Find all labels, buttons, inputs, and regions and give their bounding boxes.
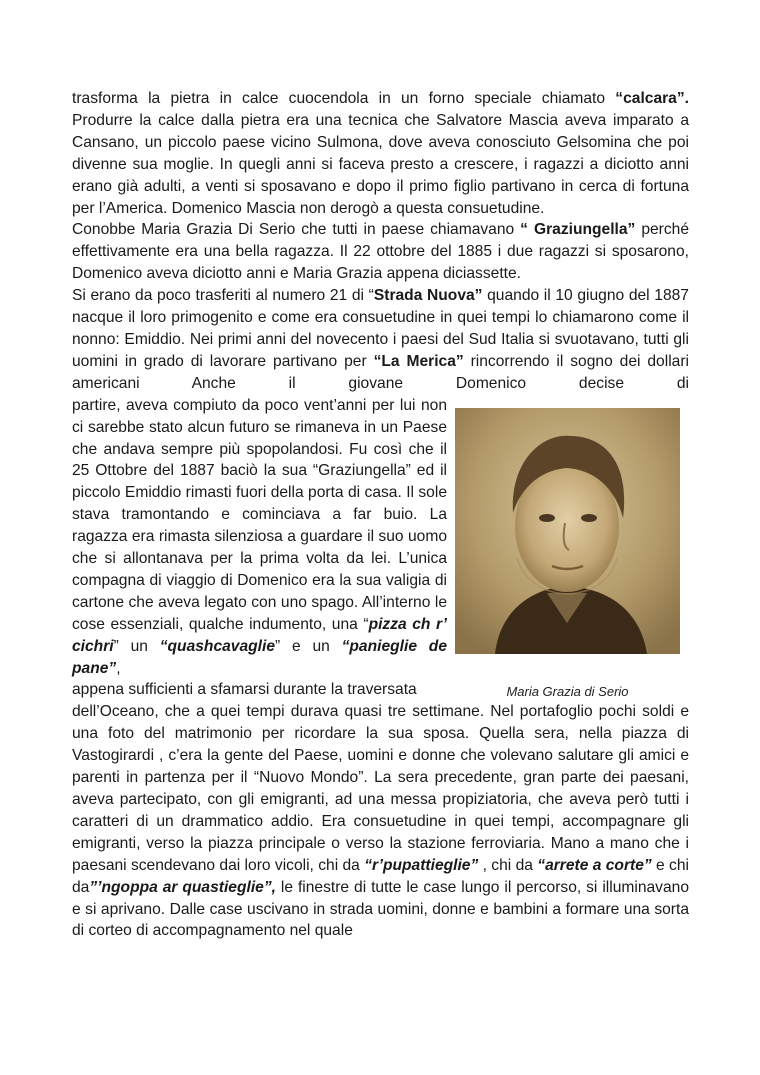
paragraph-3-wrapped xyxy=(72,395,447,680)
text-run: dell’Oceano, che a quei tempi durava quasi tre settimane. Nel portafoglio pochi soldi e una foto del matrimonio per ricordare la sua sposa. Quella sera, nella piazza di Vastogirardi , c’era la gente del Paese, uomini e donne che volevano salutare gli amici e parenti in partenza per il “Nuovo Mondo”. La sera precedente, gran parte dei paesani, aveva partecipato, con gli emigranti, ad una messa propiziatoria, che aveva però tutti i caratteri di un drammatico addio. Era consuetudine in quei tempi, accompagnare gli emigranti, verso la piazza principale o verso la stazione ferroviaria. Mano a mano che i paesani scendevano dai loro vicoli, chi da xyxy=(72,703,689,874)
text-run: , chi da xyxy=(478,856,538,874)
text-run: Si erano da poco trasferiti al numero 21 di “ xyxy=(72,287,374,305)
text-run: partire, aveva compiuto da poco vent’anni per lui non ci sarebbe stato alcun futuro se rimaneva in un Paese che andava sempre più spopolandosi. Fu così che il 25 Ottobre del 1887 baciò la sua “Graziungella” ed il piccolo Emiddio rimasti fuori della porta di casa. Il sole stava tramontando e cominciava a far buio. La ragazza era rimasta silenziosa a guardare il suo uomo che si allontanava per la prima volta da lei. L’unica compagna di viaggio di Domenico era la sua valigia di cartone che aveva legato con uno spago. All’interno le cose essenziali, qualche indumento, una “ xyxy=(72,396,447,633)
text-run: ” e un xyxy=(275,637,342,655)
photo-caption: Maria Grazia di Serio xyxy=(506,684,629,699)
text-run: Produrre la calce dalla pietra era una tecnica che Salvatore Mascia aveva imparato a Cansano, un piccolo paese vicino Sulmona, dove aveva conosciuto Gelsomina che poi divenne sua moglie. In quegli anni si faceva presto a crescere, i ragazzi a diciotto anni erano già adulti, a venti si sposavano e dopo il primo figlio partivano in cerca di fortuna per l’America. Domenico Mascia non derogò a questa consuetudine. xyxy=(72,111,689,217)
text-run: quando il 10 giugno del 1887 nacque il loro primogenito e come era consuetudine in quei tempi lo chiamarono come il nonno: Emiddio. Nei primi anni del novecento i paesi del Sud Italia si svuotavano, tutti gli uomini in grado di lavorare partivano per xyxy=(72,287,689,370)
paragraph-1 xyxy=(72,88,689,219)
portrait-figure xyxy=(455,408,680,699)
text-run: rincorrendo il sogno dei dollari americani Anche il giovane Domenico decise di xyxy=(72,352,689,392)
text-run: ” un xyxy=(113,637,160,655)
text-run: trasforma la pietra in calce cuocendola in un forno speciale chiamato xyxy=(72,90,616,107)
bold-italic-term-panieglie: “panieglie de pane” xyxy=(72,637,447,677)
bold-italic-term-arrete-a-corte: “arrete a corte” xyxy=(537,856,652,874)
bold-term-la-merica: “La Merica” xyxy=(373,352,464,370)
text-run: perché effettivamente era una bella ragazza. Il 22 ottobre del 1885 i due ragazzi si sposarono, Domenico aveva diciotto anni e Maria Grazia appena diciassette. xyxy=(72,221,690,283)
paragraph-2 xyxy=(72,219,689,285)
portrait-illustration xyxy=(455,408,680,654)
bold-term-graziungella: “ Graziungella” xyxy=(520,221,636,239)
bold-term-calcara: “calcara”. xyxy=(615,90,689,107)
bold-italic-term-pupattieglie: “r’pupattieglie” xyxy=(364,856,479,874)
bold-italic-term-quashcavaglie: “quashcavaglie xyxy=(159,637,276,655)
bold-term-strada-nuova: Strada Nuova” xyxy=(373,287,483,305)
text-run: le finestre di tutte le case lungo il percorso, si illuminavano e si aprivano. Dalle case uscivano in strada uomini, donne e bambini a formare una sorta di corteo di accompagnamento nel quale xyxy=(72,878,689,940)
paragraph-3 xyxy=(72,285,689,395)
paragraph-3-end: appena sufficienti a sfamarsi durante la traversata xyxy=(72,681,417,699)
text-run: e chi da xyxy=(72,856,689,896)
bold-italic-term-ngoppa: ”’ngoppa ar quastieglie”, xyxy=(89,878,276,896)
text-run: , xyxy=(116,659,121,677)
portrait-photo xyxy=(455,408,680,654)
bold-italic-term-pizza: pizza ch r’ cichri xyxy=(72,615,447,655)
text-run: Conobbe Maria Grazia Di Serio che tutti in paese chiamavano xyxy=(72,221,521,239)
paragraph-4 xyxy=(72,701,689,942)
